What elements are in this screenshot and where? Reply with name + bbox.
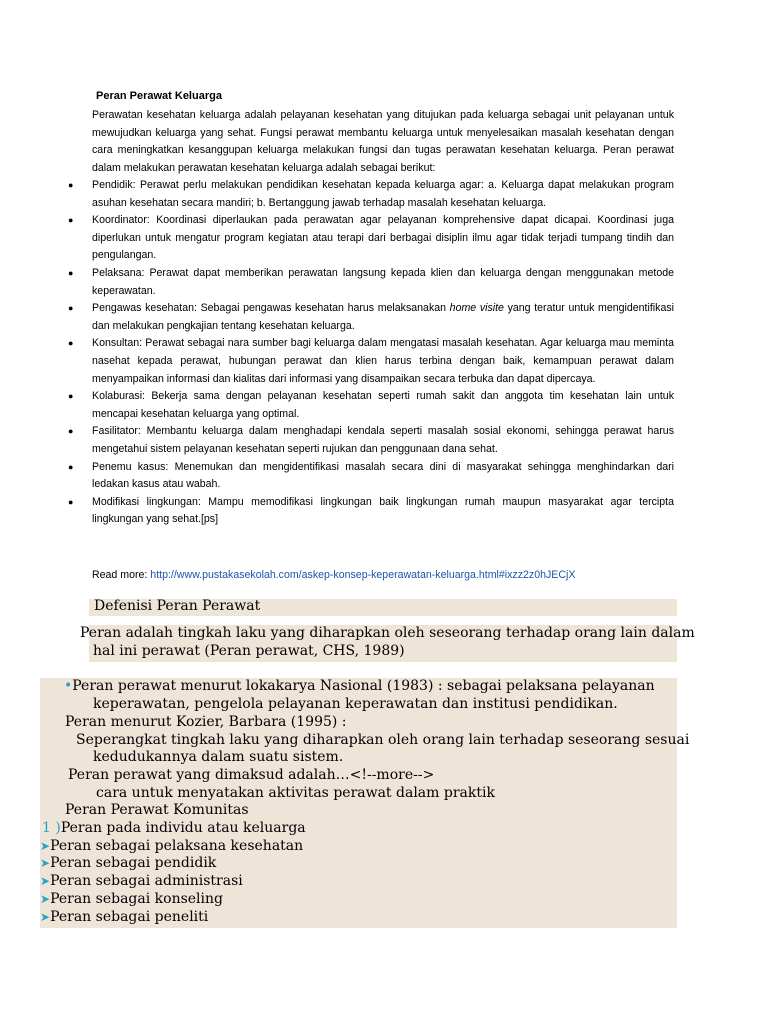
- list-item: [68, 388, 674, 423]
- list-item: [68, 459, 674, 494]
- arrow-icon: ➤: [40, 839, 51, 853]
- arrow-icon: ➤: [40, 892, 51, 906]
- lokakarya-line1: •Peran perawat menurut lokakarya Nasional (1983) : sebagai pelaksana pelayanan: [64, 678, 655, 694]
- arrow-icon: ➤: [40, 874, 51, 888]
- defenisi-title: Defenisi Peran Perawat: [94, 598, 261, 614]
- list-item: [68, 212, 674, 265]
- dimaksud-line2: cara untuk menyatakan aktivitas perawat dalam praktik: [96, 785, 495, 801]
- peran-definition-band: [80, 625, 695, 662]
- dimaksud-line1: Peran perawat yang dimaksud adalah…<!--more-->: [68, 767, 435, 783]
- bullet-icon: ●: [68, 391, 74, 402]
- arrow-icon: ➤: [40, 856, 51, 870]
- kozier-line1: Seperangkat tingkah laku yang diharapkan oleh orang lain terhadap seseorang sesuai: [76, 732, 690, 748]
- peran-menurut-band: [40, 678, 690, 928]
- number-marker: 1 ): [42, 820, 61, 836]
- list-item: ➤Peran sebagai konseling: [40, 891, 223, 907]
- bullet-icon: ●: [68, 461, 74, 472]
- bullet-icon: ●: [68, 215, 74, 226]
- roles-list: [68, 177, 674, 529]
- list-item: [68, 177, 674, 212]
- bullet-icon: ●: [68, 303, 74, 314]
- read-more-label: Read more:: [92, 569, 151, 581]
- arrow-icon: ➤: [40, 910, 51, 924]
- bullet-icon: ●: [68, 267, 74, 278]
- list-item: ➤Peran sebagai peneliti: [40, 909, 209, 925]
- role-text: Konsultan: Perawat sebagai nara sumber bagi keluarga dalam mengatasi masalah kesehatan. Agar keluarga mau meminta nasehat kepada perawat, hubungan perawat dan klien harus terbina dengan baik, kemampuan perawat dalam menyampaikan informasi dan kialitas dari informasi yang disampaikan secara terbuka dan dapat dipercaya.: [92, 337, 674, 385]
- list-item: [68, 265, 674, 300]
- kozier-line2: kedudukannya dalam suatu sistem.: [93, 749, 344, 765]
- list-item: [68, 423, 674, 458]
- komunitas-first: 1 )Peran pada individu atau keluarga: [42, 820, 306, 836]
- defenisi-band: [89, 599, 677, 616]
- role-text: Penemu kasus: Menemukan dan mengidentifikasi masalah secara dini di masyarakat sehingga menghindarkan dari ledakan kasus atau wabah.: [92, 460, 674, 491]
- list-item: [68, 300, 674, 335]
- pengawas-after: yang teratur untuk mengidentifikasi dan melakukan pengkajian tentang kesehatan keluarga.: [92, 302, 674, 332]
- peran-def-line2: hal ini perawat (Peran perawat, CHS, 1989): [93, 643, 405, 659]
- read-more: [92, 569, 575, 581]
- pengawas-before: Pengawas kesehatan: Sebagai pengawas kesehatan harus melaksanakan: [92, 302, 450, 315]
- list-item: [68, 335, 674, 388]
- section-title: Peran Perawat Keluarga: [96, 90, 222, 102]
- bullet-icon: ●: [68, 338, 74, 349]
- bullet-icon: ●: [68, 496, 74, 507]
- role-text: Koordinator: Koordinasi diperlaukan pada perawatan agar pelayanan komprehensive dapat dicapai. Koordinasi juga diperlukan untuk mengatur program kegiatan atau terapi dari berbagai disiplin ilmu agar tidak terjadi tumpang tindih dan pengulangan.: [92, 214, 674, 262]
- pengawas-italic: home visite: [449, 302, 504, 315]
- lokakarya-line2: keperawatan, pengelola pelayanan keperawatan dan institusi pendidikan.: [93, 696, 618, 712]
- intro-paragraph: Perawatan kesehatan keluarga adalah pelayanan kesehatan yang ditujukan pada keluarga sebagai unit pelayanan untuk mewujudkan keluarga yang sehat. Fungsi perawat membantu keluarga untuk menyelesaikan masalah kesehatan dengan cara meningkatkan kesanggupan keluarga melakukan fungsi dan tugas perawatan kesehatan keluarga. Peran perawat dalam melakukan perawatan kesehatan keluarga adalah sebagai berikut:: [92, 109, 674, 174]
- bullet-icon: ●: [68, 180, 74, 190]
- komunitas-title: Peran Perawat Komunitas: [65, 802, 249, 818]
- read-more-link[interactable]: http://www.pustakasekolah.com/askep-konsep-keperawatan-keluarga.html#ixzz2z0hJECjX: [150, 569, 576, 581]
- role-text: Modifikasi lingkungan: Mampu memodifikasi lingkungan baik lingkungan rumah maupun masyarakat agar tercipta lingkungan yang sehat.[ps]: [92, 495, 674, 526]
- role-text: Kolaburasi: Bekerja sama dengan pelayanan kesehatan seperti rumah sakit dan anggota tim kesehatan lain untuk mencapai kesehatan keluarga yang optimal.: [92, 390, 674, 420]
- list-item: ➤Peran sebagai administrasi: [40, 873, 243, 889]
- list-item: ➤Peran sebagai pendidik: [40, 855, 217, 871]
- kozier-title: Peran menurut Kozier, Barbara (1995) :: [65, 714, 347, 730]
- role-text: Fasilitator: Membantu keluarga dalam menghadapi kendala seperti masalah sosial ekonomi, sehingga perawat harus mengetahui sistem pelayanan kesehatan seperti rujukan dan penggunaan dana sehat.: [92, 425, 674, 455]
- bullet-icon: ●: [68, 426, 74, 437]
- peran-def-line1: Peran adalah tingkah laku yang diharapkan oleh seseorang terhadap orang lain dalam: [80, 625, 695, 641]
- bullet-icon: •: [64, 678, 73, 694]
- role-text: Pendidik: Perawat perlu melakukan pendidikan kesehatan kepada keluarga agar: a. Keluarga dapat melakukan program asuhan kesehatan secara mandiri; b. Bertanggung jawab terhadap masalah kesehatan keluarga.: [92, 179, 674, 209]
- list-item: ➤Peran sebagai pelaksana kesehatan: [40, 838, 304, 854]
- list-item: [68, 494, 674, 529]
- role-text: Pelaksana: Perawat dapat memberikan perawatan langsung kepada klien dan keluarga dengan menggunakan metode keperawatan.: [92, 266, 674, 297]
